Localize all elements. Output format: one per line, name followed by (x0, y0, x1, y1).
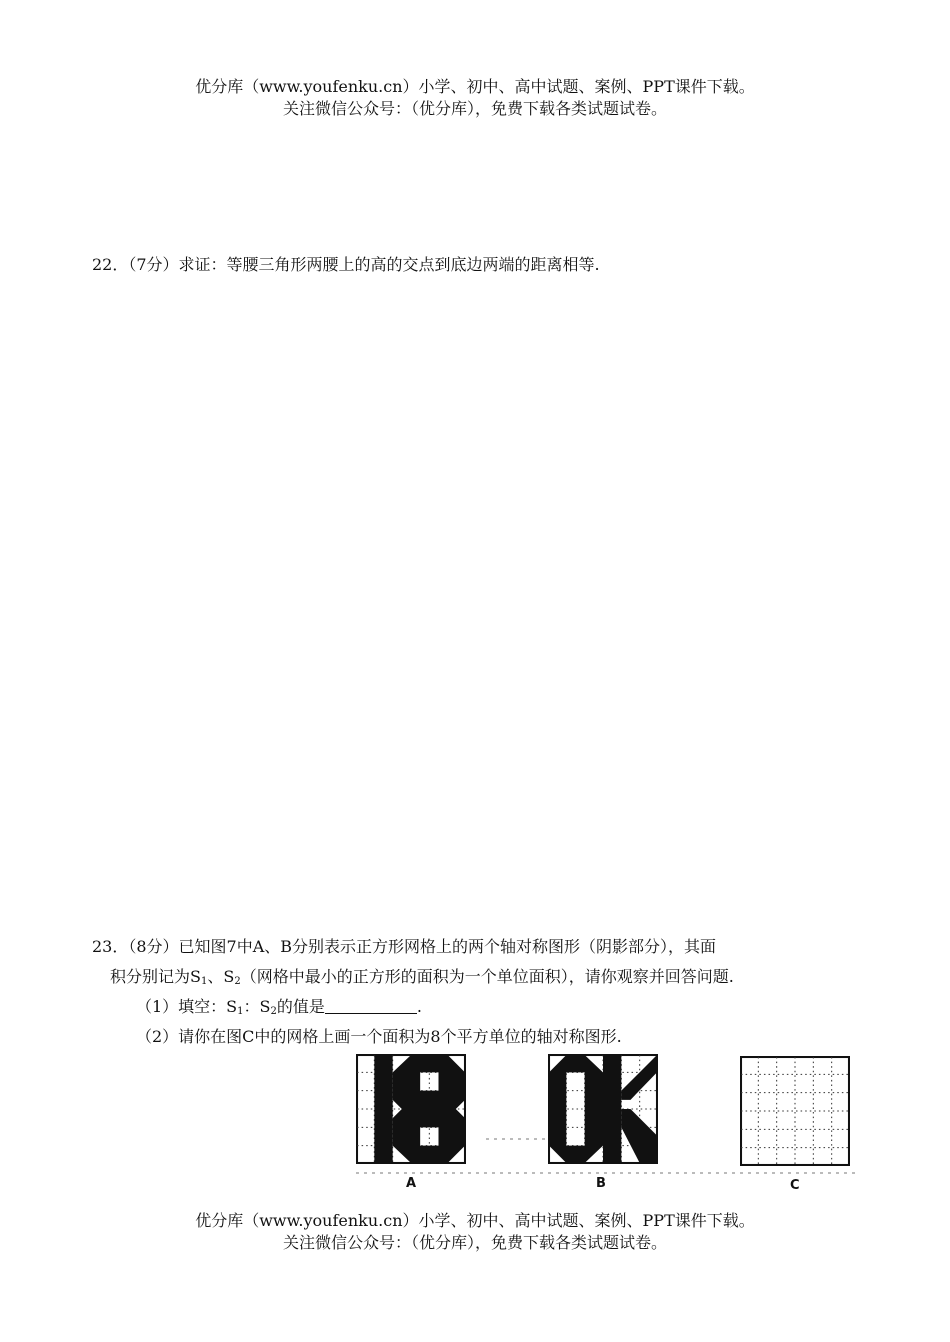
figure-a-grid (356, 1054, 466, 1164)
figure-a-bar (374, 1055, 392, 1163)
part1-text-a: （1）填空：S (136, 997, 238, 1016)
question-23-line-2 (110, 964, 734, 995)
q23-text-a: 积分别记为S (110, 967, 201, 986)
part1-colon: ：S (243, 997, 271, 1016)
q23-text-b: （网格中最小的正方形的面积为一个单位面积），请你观察并回答问题. (240, 967, 734, 986)
scan-artifact-mark (486, 1138, 546, 1140)
footer-line-1: 优分库（www.youfenku.cn）小学、初中、高中试题、案例、PPT课件下载。 (195, 1211, 755, 1230)
figure-b-k-stem (603, 1055, 621, 1163)
question-23-part-1 (136, 994, 422, 1025)
figure-c-label: C (790, 1178, 800, 1193)
figure-a-label: A (406, 1176, 417, 1191)
question-22: 22．（7分）求证：等腰三角形两腰上的高的交点到底边两端的距离相等. (92, 255, 600, 274)
scan-artifact-line (356, 1172, 856, 1174)
q23-sep: 、S (207, 967, 235, 986)
footer-line-2: 关注微信公众号：（优分库），免费下载各类试题试卷。 (282, 1233, 667, 1252)
question-23-part-2: （2）请你在图C中的网格上画一个面积为8个平方单位的轴对称图形. (136, 1027, 622, 1046)
part1-sub-1: 1 (237, 1006, 244, 1017)
question-23-line-1: 23．（8分）已知图7中A、B分别表示正方形网格上的两个轴对称图形（阴影部分），其面 (92, 937, 717, 956)
figure-b-grid (548, 1054, 658, 1164)
part1-end: . (416, 997, 422, 1016)
q23-sub-2: 2 (234, 976, 241, 987)
header-line-1: 优分库（www.youfenku.cn）小学、初中、高中试题、案例、PPT课件下载。 (195, 77, 755, 96)
part1-sub-2: 2 (270, 1006, 277, 1017)
answer-blank[interactable] (325, 995, 417, 1014)
figure-b-label: B (596, 1176, 606, 1191)
figure-c-grid[interactable] (740, 1056, 850, 1166)
q23-sub-1: 1 (200, 976, 208, 987)
part1-text-b: 的值是 (276, 997, 325, 1016)
figure-a-eight (393, 1055, 465, 1163)
header-line-2: 关注微信公众号：（优分库），免费下载各类试题试卷。 (282, 99, 667, 118)
